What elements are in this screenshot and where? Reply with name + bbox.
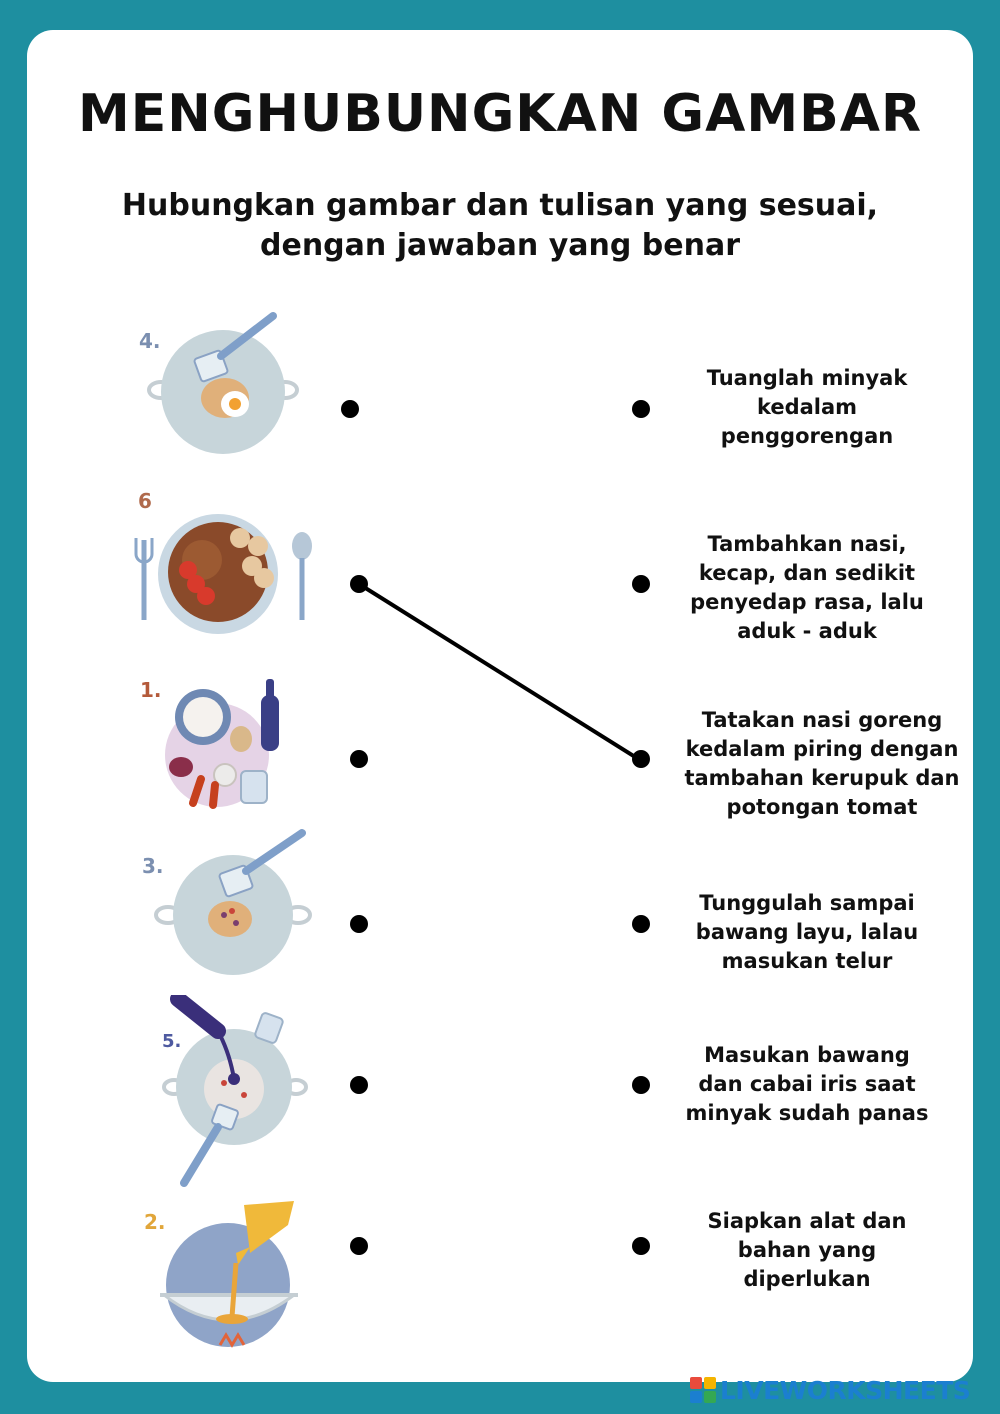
answer-6 bbox=[667, 1207, 947, 1294]
step-number: 2. bbox=[144, 1210, 166, 1234]
step-number: 1. bbox=[140, 678, 162, 702]
answer-line: Siapkan alat dan bbox=[707, 1209, 907, 1233]
answer-line: diperlukan bbox=[743, 1267, 871, 1291]
answer-line: penyedap rasa, lalu bbox=[690, 590, 924, 614]
answer-line: Tunggulah sampai bbox=[699, 891, 915, 915]
brand-name: LIVEWORKSHEETS bbox=[720, 1375, 971, 1405]
right-dot-2[interactable] bbox=[632, 575, 650, 593]
step-number: 5. bbox=[162, 1031, 182, 1052]
left-dot-6[interactable] bbox=[350, 1237, 368, 1255]
answer-line: masukan telur bbox=[721, 949, 893, 973]
answer-line: kecap, dan sedikit bbox=[698, 561, 916, 585]
answer-line: minyak sudah panas bbox=[685, 1101, 929, 1125]
left-dot-3[interactable] bbox=[350, 750, 368, 768]
liveworksheets-logo bbox=[690, 1372, 990, 1408]
answer-line: Masukan bawang bbox=[704, 1043, 910, 1067]
right-dot-1[interactable] bbox=[632, 400, 650, 418]
answer-line: kedalam piring dengan bbox=[685, 737, 959, 761]
answer-1 bbox=[667, 364, 947, 451]
answer-line: potongan tomat bbox=[726, 795, 918, 819]
answer-line: Tatakan nasi goreng bbox=[701, 708, 943, 732]
right-dot-4[interactable] bbox=[632, 915, 650, 933]
right-dot-6[interactable] bbox=[632, 1237, 650, 1255]
answer-line: penggorengan bbox=[720, 424, 894, 448]
answer-line: tambahan kerupuk dan bbox=[684, 766, 960, 790]
left-dot-4[interactable] bbox=[350, 915, 368, 933]
step-number: 4. bbox=[139, 329, 161, 353]
instructions-line-1: Hubungkan gambar dan tulisan yang sesuai, bbox=[121, 188, 879, 223]
left-dot-5[interactable] bbox=[350, 1076, 368, 1094]
answer-line: aduk - aduk bbox=[737, 619, 877, 643]
logo-grid-icon bbox=[690, 1377, 716, 1403]
answer-line: Tuanglah minyak bbox=[706, 366, 908, 390]
answer-5 bbox=[667, 1041, 947, 1128]
answer-line: bawang layu, lalau bbox=[695, 920, 919, 944]
answer-line: bahan yang bbox=[737, 1238, 877, 1262]
left-dot-2[interactable] bbox=[350, 575, 368, 593]
answer-line: dan cabai iris saat bbox=[698, 1072, 916, 1096]
step-number: 3. bbox=[142, 854, 164, 878]
instructions-line-2: dengan jawaban yang benar bbox=[260, 228, 740, 263]
answer-line: Tambahkan nasi, bbox=[707, 532, 907, 556]
right-dot-5[interactable] bbox=[632, 1076, 650, 1094]
step-number: 6 bbox=[138, 489, 152, 513]
right-dot-3[interactable] bbox=[632, 750, 650, 768]
connection-line[interactable] bbox=[359, 584, 640, 760]
answer-2 bbox=[667, 530, 947, 646]
left-dot-1[interactable] bbox=[341, 400, 359, 418]
answer-line: kedalam bbox=[756, 395, 858, 419]
page-title: MENGHUBUNGKAN GAMBAR bbox=[77, 84, 923, 144]
answer-4 bbox=[667, 889, 947, 976]
answer-3 bbox=[672, 706, 972, 822]
